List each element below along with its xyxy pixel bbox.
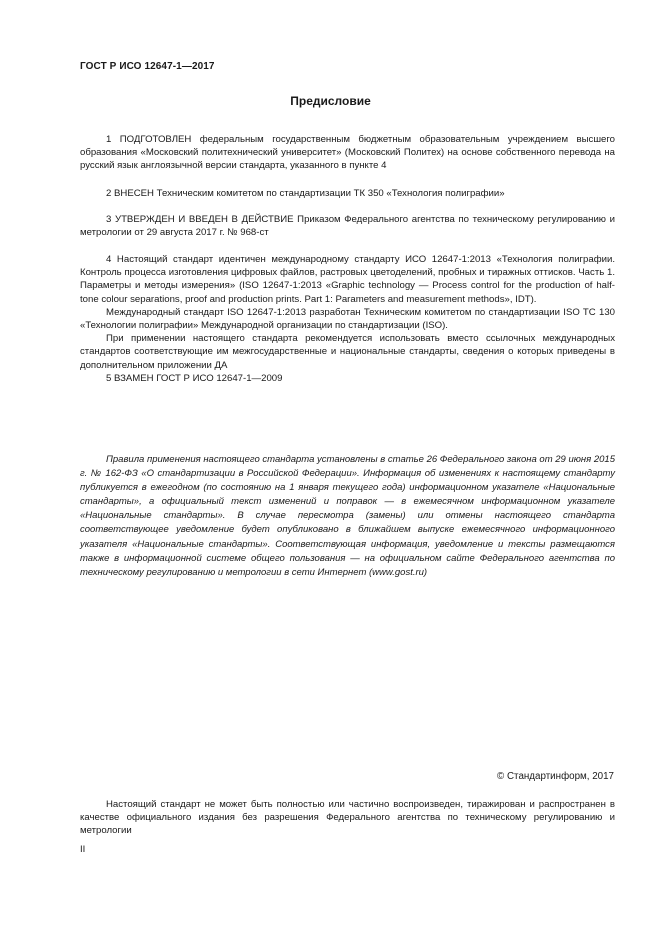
document-code-header: ГОСТ Р ИСО 12647-1—2017 bbox=[80, 61, 215, 72]
section-4-paragraph-3: При применении настоящего стандарта рекомендуется использовать вместо ссылочных международных стандартов соответствующие им межгосударственные и национальные стандарты, сведения о которых приведены в дополнительном приложении ДА bbox=[80, 333, 615, 371]
section-4 bbox=[80, 253, 615, 372]
section-2-text: 2 ВНЕСЕН Техническим комитетом по стандартизации ТК 350 «Технология полиграфии» bbox=[106, 188, 505, 199]
section-3-text: 3 УТВЕРЖДЕН И ВВЕДЕН В ДЕЙСТВИЕ Приказом Федерального агентства по техническому регулированию и метрологии от 29 августа 2017 г. № 968-ст bbox=[80, 214, 615, 239]
page-number: II bbox=[80, 844, 86, 855]
reproduction-notice: Настоящий стандарт не может быть полностью или частично воспроизведен, тиражирован и распространен в качестве официального издания без разрешения Федерального агентства по техническому регулированию и метрологии bbox=[80, 799, 615, 837]
copyright-line: © Стандартинформ, 2017 bbox=[497, 771, 614, 782]
standard-application-notice: Правила применения настоящего стандарта установлены в статье 26 Федерального закона от 29 июня 2015 г. № 162-ФЗ «О стандартизации в Российской Федерации». Информация об изменениях к настоящему стандарту публикуется в ежегодном (по состоянию на 1 января текущего года) информационном указателе «Национальные стандарты», а официальный текст изменений и поправок — в ежемесячном информационном указателе «Национальные стандарты». В случае пересмотра (замены) или отмены настоящего стандарта соответствующее уведомление будет опубликовано в ближайшем выпуске ежемесячного информационного указателя «Национальные стандарты». Соответствующая информация, уведомление и тексты размещаются также в информационной системе общего пользования — на официальном сайте Федерального агентства по техническому регулированию и метрологии в сети Интернет (www.gost.ru) bbox=[80, 454, 615, 578]
page-title: Предисловие bbox=[290, 94, 371, 108]
section-1-text: 1 ПОДГОТОВЛЕН федеральным государственным бюджетным образовательным учреждением высшего образования «Московский политехнический университет» (Московский Политех) на основе собственного перевода на русский язык англоязычной версии стандарта, указанного в пункте 4 bbox=[80, 134, 615, 172]
section-2 bbox=[80, 187, 615, 200]
section-5-text: 5 ВЗАМЕН ГОСТ Р ИСО 12647-1—2009 bbox=[106, 373, 283, 384]
section-3 bbox=[80, 213, 615, 239]
section-4-paragraph-1: 4 Настоящий стандарт идентичен международному стандарту ИСО 12647-1:2013 «Технология полиграфии. Контроль процесса изготовления цифровых файлов, растровых цветоделений, пробных и тиражных оттисков. Часть 1. Параметры и методы измерения» (ISO 12647-1:2013 «Graphic technology — Process control for the production of half-tone colour separations, proof and production prints. Part 1: Parameters and measurement methods», IDT). bbox=[80, 254, 615, 305]
section-4-paragraph-2: Международный стандарт ISO 12647-1:2013 разработан Техническим комитетом по стандартизации ISO TC 130 «Технологии полиграфии» Международной организации по стандартизации (ISO). bbox=[80, 306, 615, 332]
section-5 bbox=[80, 372, 615, 385]
section-1 bbox=[80, 133, 615, 173]
